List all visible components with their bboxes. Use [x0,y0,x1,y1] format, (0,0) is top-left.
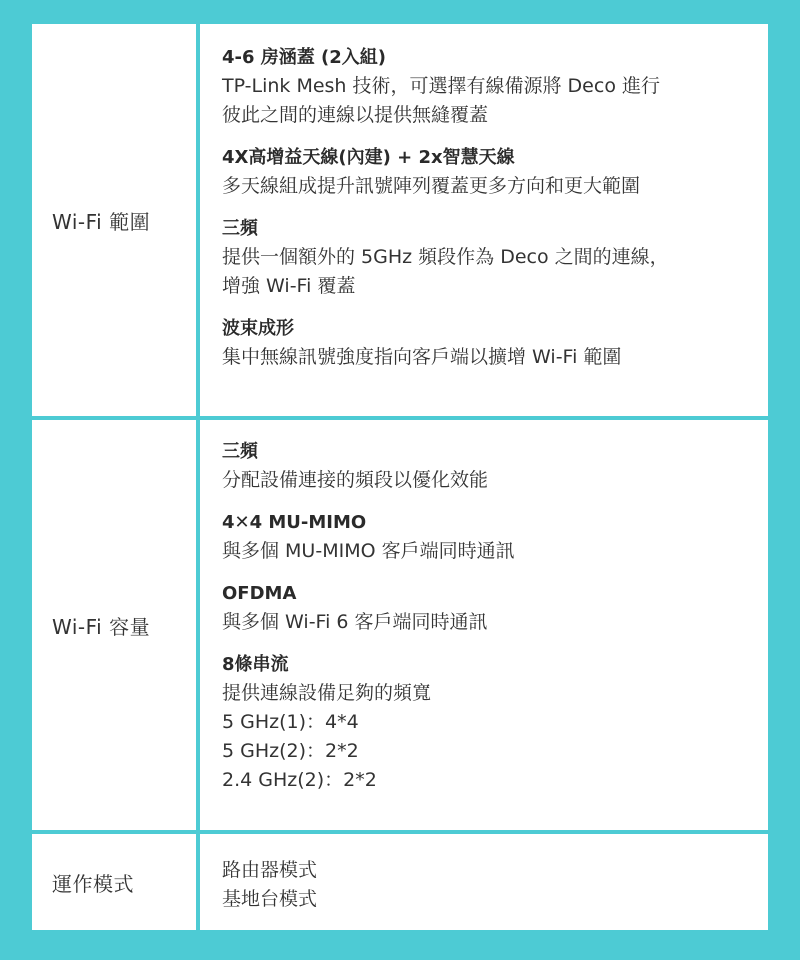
feature-block [222,509,756,566]
spec-row-wifi-range [32,24,768,420]
feature-description [222,343,756,372]
row-label: Wi-Fi 容量 [32,420,200,830]
row-label: 運作模式 [32,834,200,930]
description-line: 5 GHz(2)：2*2 [222,740,359,762]
feature-title: 4-6 房涵蓋 (2入組) [222,47,387,68]
feature-title: 4✕4 MU-MIMO [222,512,367,533]
description-line: TP-Link Mesh 技術，可選擇有線備源將 Deco 進行 [222,75,660,97]
spec-row-wifi-capacity [32,420,768,834]
row-label: Wi-Fi 範圍 [32,24,200,416]
feature-description [222,172,756,201]
description-line: 增強 Wi-Fi 覆蓋 [222,275,356,297]
description-line: 5 GHz(1)：4*4 [222,711,359,733]
description-line: 集中無線訊號強度指向客戶端以擴增 Wi-Fi 範圍 [222,346,622,368]
feature-description [222,679,756,795]
row-value [200,24,768,416]
feature-title: 三頻 [222,441,258,462]
mode-line: 基地台模式 [222,888,318,910]
description-line: 與多個 Wi-Fi 6 客戶端同時通訊 [222,611,488,633]
spec-table [32,24,768,930]
feature-title: 波束成形 [222,318,294,339]
description-line: 多天線組成提升訊號陣列覆蓋更多方向和更大範圍 [222,175,641,197]
feature-description [222,72,756,130]
description-line: 2.4 GHz(2)：2*2 [222,769,377,791]
feature-block [222,651,756,795]
feature-block [222,315,756,372]
row-value [200,834,768,930]
feature-title: 8條串流 [222,654,289,675]
description-line: 與多個 MU-MIMO 客戶端同時通訊 [222,540,515,562]
feature-block [222,215,756,301]
feature-title: 三頻 [222,218,258,239]
feature-block [222,438,756,495]
feature-description [222,466,756,495]
feature-block [222,144,756,201]
feature-description [222,243,756,301]
feature-block [222,44,756,130]
mode-line: 路由器模式 [222,859,318,881]
feature-block [222,580,756,637]
feature-description [222,608,756,637]
row-value [200,420,768,830]
description-line: 提供一個額外的 5GHz 頻段作為 Deco 之間的連線， [222,246,669,268]
spec-row-operation-mode [32,834,768,930]
description-line: 彼此之間的連線以提供無縫覆蓋 [222,104,489,126]
description-line: 提供連線設備足夠的頻寬 [222,682,432,704]
feature-title: OFDMA [222,583,297,604]
feature-description [222,537,756,566]
feature-title: 4X高增益天線(內建) + 2x智慧天線 [222,147,515,168]
description-line: 分配設備連接的頻段以優化效能 [222,469,489,491]
